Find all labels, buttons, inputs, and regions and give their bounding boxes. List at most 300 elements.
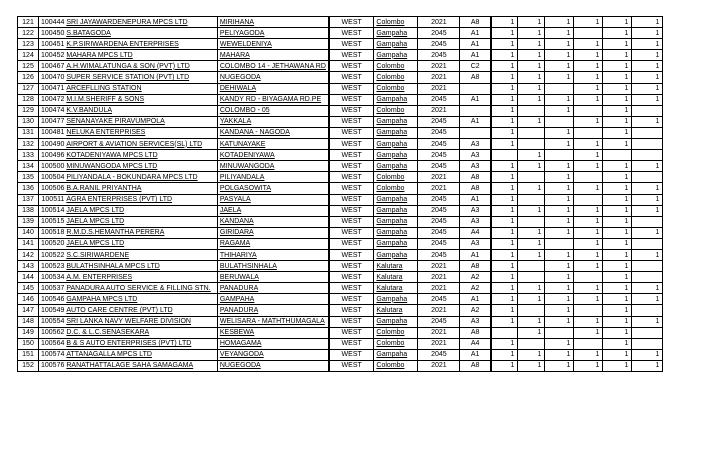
flag-cell [518, 194, 545, 205]
flag-cell: 1 [574, 39, 603, 50]
code-cell: 2045 [418, 139, 460, 150]
district-cell: Gampaha [374, 349, 418, 360]
district-cell: Colombo [374, 83, 418, 94]
flag-cell: 1 [518, 50, 545, 61]
location-cell: KESBEWA [217, 327, 329, 338]
flag-cell: 1 [545, 183, 574, 194]
flag-cell: 1 [545, 294, 574, 305]
location-cell: MINUWANGODA [217, 161, 329, 172]
flag-cell: 1 [574, 360, 603, 371]
flag-cell [574, 28, 603, 39]
province-cell: WEST [329, 172, 374, 183]
dealer-code-cell: 100470 [39, 72, 66, 83]
dealer-code-cell: 100523 [39, 261, 66, 272]
dealer-name-cell: AIRPORT & AVIATION SERVICES(SL) LTD [65, 139, 217, 150]
dealer-code-cell: 100474 [39, 105, 66, 116]
code-cell: 2045 [418, 216, 460, 227]
flag-cell: 1 [518, 83, 545, 94]
flag-cell: 1 [574, 316, 603, 327]
flag-cell [518, 338, 545, 349]
row-number-cell: 151 [18, 349, 39, 360]
flag-cell: 1 [603, 249, 632, 260]
dealer-name-cell: MINUWANGODA MPCS LTD [65, 161, 217, 172]
province-cell: WEST [329, 272, 374, 283]
location-cell: YAKKALA [217, 116, 329, 127]
district-cell: Gampaha [374, 227, 418, 238]
flag-cell: 1 [518, 283, 545, 294]
flag-cell: 1 [632, 283, 663, 294]
flag-cell: 1 [603, 161, 632, 172]
location-cell: VEYANGODA [217, 349, 329, 360]
dealer-code-cell: 100520 [39, 238, 66, 249]
dealer-name-cell: KOTADENIYAWA MPCS LTD [65, 150, 217, 161]
flag-cell: 1 [603, 349, 632, 360]
row-number-cell: 129 [18, 105, 39, 116]
table-row [18, 94, 663, 105]
flag-cell: 1 [518, 327, 545, 338]
province-cell: WEST [329, 105, 374, 116]
dealer-code-cell: 100562 [39, 327, 66, 338]
flag-cell: 1 [603, 338, 632, 349]
table-row [18, 327, 663, 338]
flag-cell: 1 [574, 261, 603, 272]
row-number-cell: 141 [18, 238, 39, 249]
row-number-cell: 126 [18, 72, 39, 83]
flag-cell: 1 [632, 349, 663, 360]
district-cell: Gampaha [374, 39, 418, 50]
province-cell: WEST [329, 261, 374, 272]
flag-cell: 1 [545, 94, 574, 105]
flag-cell: 1 [491, 39, 518, 50]
location-cell: KANDY RD - BIYAGAMA RD.PE [217, 94, 329, 105]
row-number-cell: 134 [18, 161, 39, 172]
flag-cell: 1 [545, 194, 574, 205]
district-cell: Gampaha [374, 194, 418, 205]
table-row [18, 360, 663, 371]
row-number-cell: 138 [18, 205, 39, 216]
district-cell: Kalutara [374, 261, 418, 272]
table-body [18, 17, 663, 372]
flag-cell: 1 [603, 272, 632, 283]
district-cell: Gampaha [374, 94, 418, 105]
dealer-code-cell: 100546 [39, 294, 66, 305]
table-row [18, 150, 663, 161]
row-number-cell: 132 [18, 139, 39, 150]
class-cell: A4 [460, 227, 491, 238]
class-cell: A3 [460, 216, 491, 227]
district-cell: Colombo [374, 17, 418, 28]
province-cell: WEST [329, 216, 374, 227]
class-cell: A8 [460, 172, 491, 183]
district-cell: Gampaha [374, 139, 418, 150]
location-cell: PELIYAGODA [217, 28, 329, 39]
table-row [18, 294, 663, 305]
table-row [18, 349, 663, 360]
dealer-code-cell: 100450 [39, 28, 66, 39]
table-row [18, 205, 663, 216]
flag-cell [491, 327, 518, 338]
table-row [18, 272, 663, 283]
district-cell: Colombo [374, 72, 418, 83]
flag-cell: 1 [632, 61, 663, 72]
district-cell: Gampaha [374, 238, 418, 249]
flag-cell: 1 [518, 349, 545, 360]
dealer-name-cell: A.H.WIMALATUNGA & SON (PVT) LTD [65, 61, 217, 72]
flag-cell: 1 [603, 316, 632, 327]
flag-cell: 1 [518, 61, 545, 72]
row-number-cell: 139 [18, 216, 39, 227]
province-cell: WEST [329, 72, 374, 83]
class-cell: C2 [460, 61, 491, 72]
province-cell: WEST [329, 61, 374, 72]
flag-cell: 1 [632, 116, 663, 127]
flag-cell: 1 [603, 39, 632, 50]
flag-cell [518, 172, 545, 183]
district-cell: Colombo [374, 360, 418, 371]
row-number-cell: 131 [18, 127, 39, 138]
flag-cell [545, 327, 574, 338]
district-cell: Kalutara [374, 283, 418, 294]
table-row [18, 316, 663, 327]
district-cell: Gampaha [374, 50, 418, 61]
flag-cell [545, 83, 574, 94]
province-cell: WEST [329, 349, 374, 360]
dealer-code-cell: 100522 [39, 249, 66, 260]
flag-cell: 1 [632, 161, 663, 172]
flag-cell: 1 [632, 294, 663, 305]
dealer-name-cell: ATTANAGALLA MPCS LTD [65, 349, 217, 360]
flag-cell [574, 194, 603, 205]
code-cell: 2045 [418, 194, 460, 205]
code-cell: 2021 [418, 172, 460, 183]
flag-cell: 1 [603, 17, 632, 28]
dealer-code-cell: 100564 [39, 338, 66, 349]
flag-cell: 1 [491, 127, 518, 138]
table-row [18, 139, 663, 150]
dealer-name-cell: B & S AUTO ENTERPRISES (PVT) LTD [65, 338, 217, 349]
flag-cell [518, 216, 545, 227]
flag-cell: 1 [632, 83, 663, 94]
row-number-cell: 152 [18, 360, 39, 371]
flag-cell: 1 [632, 50, 663, 61]
dealer-code-cell: 100537 [39, 283, 66, 294]
flag-cell [518, 139, 545, 150]
flag-cell: 1 [632, 94, 663, 105]
flag-cell: 1 [545, 72, 574, 83]
dealer-code-cell: 100500 [39, 161, 66, 172]
flag-cell: 1 [574, 61, 603, 72]
flag-cell: 1 [491, 28, 518, 39]
class-cell [460, 83, 491, 94]
class-cell: A2 [460, 283, 491, 294]
dealer-name-cell: SUPER SERVICE STATION (PVT) LTD [65, 72, 217, 83]
flag-cell [632, 216, 663, 227]
location-cell: WEWELDENIYA [217, 39, 329, 50]
dealer-name-cell: MAHARA MPCS LTD [65, 50, 217, 61]
province-cell: WEST [329, 338, 374, 349]
flag-cell: 1 [574, 294, 603, 305]
table-row [18, 283, 663, 294]
flag-cell: 1 [574, 50, 603, 61]
dealer-name-cell: A.M. ENTERPRISES [65, 272, 217, 283]
class-cell [460, 105, 491, 116]
dealer-code-cell: 100576 [39, 360, 66, 371]
dealer-name-cell: ARCEFLLING STATION [65, 83, 217, 94]
province-cell: WEST [329, 17, 374, 28]
flag-cell: 1 [574, 205, 603, 216]
flag-cell: 1 [491, 360, 518, 371]
code-cell: 2045 [418, 349, 460, 360]
flag-cell: 1 [545, 105, 574, 116]
table-row [18, 338, 663, 349]
district-cell: Gampaha [374, 161, 418, 172]
flag-cell: 1 [545, 249, 574, 260]
district-cell: Kalutara [374, 305, 418, 316]
dealer-name-cell: PANADURA AUTO SERVICE & FILLING STN. [65, 283, 217, 294]
province-cell: WEST [329, 249, 374, 260]
district-cell: Gampaha [374, 316, 418, 327]
code-cell: 2045 [418, 127, 460, 138]
dealer-code-cell: 100444 [39, 17, 66, 28]
flag-cell: 1 [574, 327, 603, 338]
class-cell: A1 [460, 194, 491, 205]
flag-cell: 1 [518, 316, 545, 327]
flag-cell: 1 [518, 249, 545, 260]
flag-cell [632, 338, 663, 349]
table-row [18, 183, 663, 194]
flag-cell: 1 [603, 139, 632, 150]
row-number-cell: 122 [18, 28, 39, 39]
flag-cell [518, 261, 545, 272]
province-cell: WEST [329, 94, 374, 105]
flag-cell: 1 [545, 216, 574, 227]
flag-cell [518, 305, 545, 316]
table-row [18, 261, 663, 272]
dealer-code-cell: 100511 [39, 194, 66, 205]
location-cell: MAHARA [217, 50, 329, 61]
dealer-code-cell: 100506 [39, 183, 66, 194]
flag-cell: 1 [603, 238, 632, 249]
flag-cell: 1 [574, 249, 603, 260]
flag-cell: 1 [574, 150, 603, 161]
dealer-name-cell: SRI LANKA NAVY WELFARE DIVISION [65, 316, 217, 327]
district-cell: Gampaha [374, 150, 418, 161]
district-cell: Kalutara [374, 272, 418, 283]
dealer-code-cell: 100481 [39, 127, 66, 138]
district-cell: Gampaha [374, 116, 418, 127]
table-row [18, 194, 663, 205]
flag-cell: 1 [545, 227, 574, 238]
code-cell: 2021 [418, 105, 460, 116]
flag-cell: 1 [574, 116, 603, 127]
flag-cell [574, 127, 603, 138]
location-cell: DEHIWALA [217, 83, 329, 94]
flag-cell: 1 [603, 261, 632, 272]
class-cell: A3 [460, 139, 491, 150]
flag-cell: 1 [491, 194, 518, 205]
district-cell: Colombo [374, 338, 418, 349]
table-row [18, 161, 663, 172]
flag-cell [545, 238, 574, 249]
flag-cell: 1 [491, 161, 518, 172]
dealer-name-cell: R.M.D.S.HEMANTHA PERERA [65, 227, 217, 238]
flag-cell: 1 [545, 139, 574, 150]
flag-cell: 1 [603, 294, 632, 305]
flag-cell: 1 [518, 116, 545, 127]
flag-cell: 1 [491, 338, 518, 349]
flag-cell: 1 [518, 150, 545, 161]
province-cell: WEST [329, 194, 374, 205]
flag-cell: 1 [574, 227, 603, 238]
flag-cell: 1 [632, 227, 663, 238]
table-row [18, 172, 663, 183]
location-cell: COLOMBO 14 - JETHAWANA RD [217, 61, 329, 72]
class-cell: A1 [460, 28, 491, 39]
class-cell: A8 [460, 360, 491, 371]
flag-cell [632, 150, 663, 161]
class-cell: A1 [460, 249, 491, 260]
flag-cell: 1 [545, 316, 574, 327]
flag-cell: 1 [518, 39, 545, 50]
dealer-code-cell: 100534 [39, 272, 66, 283]
province-cell: WEST [329, 316, 374, 327]
flag-cell: 1 [632, 316, 663, 327]
flag-cell: 1 [603, 83, 632, 94]
dealer-name-cell: S.BATAGODA [65, 28, 217, 39]
row-number-cell: 140 [18, 227, 39, 238]
flag-cell [545, 150, 574, 161]
class-cell: A1 [460, 116, 491, 127]
province-cell: WEST [329, 183, 374, 194]
code-cell: 2021 [418, 283, 460, 294]
location-cell: KATUNAYAKE [217, 139, 329, 150]
code-cell: 2021 [418, 360, 460, 371]
dealer-name-cell: B.A.RANIL PRIYANTHA [65, 183, 217, 194]
flag-cell [632, 305, 663, 316]
province-cell: WEST [329, 360, 374, 371]
table-row [18, 216, 663, 227]
dealer-code-cell: 100549 [39, 305, 66, 316]
flag-cell: 1 [574, 72, 603, 83]
dealer-code-cell: 100554 [39, 316, 66, 327]
location-cell: NUGEGODA [217, 360, 329, 371]
flag-cell: 1 [491, 227, 518, 238]
class-cell: A8 [460, 17, 491, 28]
flag-cell: 1 [518, 17, 545, 28]
dealer-code-cell: 100504 [39, 172, 66, 183]
class-cell: A3 [460, 316, 491, 327]
dealer-name-cell: AUTO CARE CENTRE (PVT) LTD [65, 305, 217, 316]
dealer-code-cell: 100515 [39, 216, 66, 227]
flag-cell: 1 [491, 139, 518, 150]
flag-cell: 1 [491, 249, 518, 260]
province-cell: WEST [329, 127, 374, 138]
flag-cell: 1 [545, 283, 574, 294]
location-cell: BERUWALA [217, 272, 329, 283]
flag-cell: 1 [574, 349, 603, 360]
class-cell: A8 [460, 183, 491, 194]
row-number-cell: 149 [18, 327, 39, 338]
row-number-cell: 148 [18, 316, 39, 327]
flag-cell: 1 [518, 205, 545, 216]
flag-cell: 1 [574, 183, 603, 194]
flag-cell [491, 150, 518, 161]
row-number-cell: 121 [18, 17, 39, 28]
flag-cell [574, 305, 603, 316]
flag-cell [632, 127, 663, 138]
province-cell: WEST [329, 150, 374, 161]
flag-cell: 1 [603, 116, 632, 127]
dealer-name-cell: K.P.SIRIWARDENA ENTERPRISES [65, 39, 217, 50]
flag-cell: 1 [603, 360, 632, 371]
dealer-code-cell: 100574 [39, 349, 66, 360]
flag-cell: 1 [603, 50, 632, 61]
row-number-cell: 143 [18, 261, 39, 272]
flag-cell: 1 [603, 305, 632, 316]
code-cell: 2021 [418, 61, 460, 72]
code-cell: 2021 [418, 272, 460, 283]
class-cell: A1 [460, 349, 491, 360]
flag-cell: 1 [632, 17, 663, 28]
row-number-cell: 136 [18, 183, 39, 194]
flag-cell: 1 [518, 28, 545, 39]
code-cell: 2021 [418, 83, 460, 94]
flag-cell: 1 [632, 72, 663, 83]
table-row [18, 116, 663, 127]
flag-cell: 1 [491, 94, 518, 105]
dealer-name-cell: PILIYANDALA - BOKUNDARA MPCS LTD [65, 172, 217, 183]
flag-cell: 1 [491, 205, 518, 216]
table-row [18, 50, 663, 61]
flag-cell [603, 150, 632, 161]
code-cell: 2045 [418, 28, 460, 39]
district-cell: Colombo [374, 183, 418, 194]
flag-cell [574, 338, 603, 349]
location-cell: RAGAMA [217, 238, 329, 249]
class-cell: A2 [460, 272, 491, 283]
class-cell: A1 [460, 94, 491, 105]
flag-cell: 1 [545, 161, 574, 172]
flag-cell: 1 [574, 17, 603, 28]
flag-cell: 1 [574, 216, 603, 227]
dealer-code-cell: 100471 [39, 83, 66, 94]
flag-cell: 1 [545, 305, 574, 316]
code-cell: 2045 [418, 205, 460, 216]
location-cell: PASYALA [217, 194, 329, 205]
table-row [18, 238, 663, 249]
flag-cell: 1 [491, 72, 518, 83]
location-cell: KOTADENIYAWA [217, 150, 329, 161]
flag-cell [632, 172, 663, 183]
district-cell: Gampaha [374, 294, 418, 305]
province-cell: WEST [329, 305, 374, 316]
dealer-name-cell: S.C.SIRIWARDENE [65, 249, 217, 260]
district-cell: Gampaha [374, 205, 418, 216]
dealer-code-cell: 100451 [39, 39, 66, 50]
district-cell: Colombo [374, 61, 418, 72]
province-cell: WEST [329, 227, 374, 238]
table-row [18, 249, 663, 260]
flag-cell: 1 [491, 105, 518, 116]
dealer-code-cell: 100477 [39, 116, 66, 127]
row-number-cell: 135 [18, 172, 39, 183]
location-cell: PANADURA [217, 283, 329, 294]
flag-cell: 1 [545, 172, 574, 183]
code-cell: 2021 [418, 17, 460, 28]
district-cell: Gampaha [374, 28, 418, 39]
class-cell: A3 [460, 205, 491, 216]
district-cell: Gampaha [374, 127, 418, 138]
